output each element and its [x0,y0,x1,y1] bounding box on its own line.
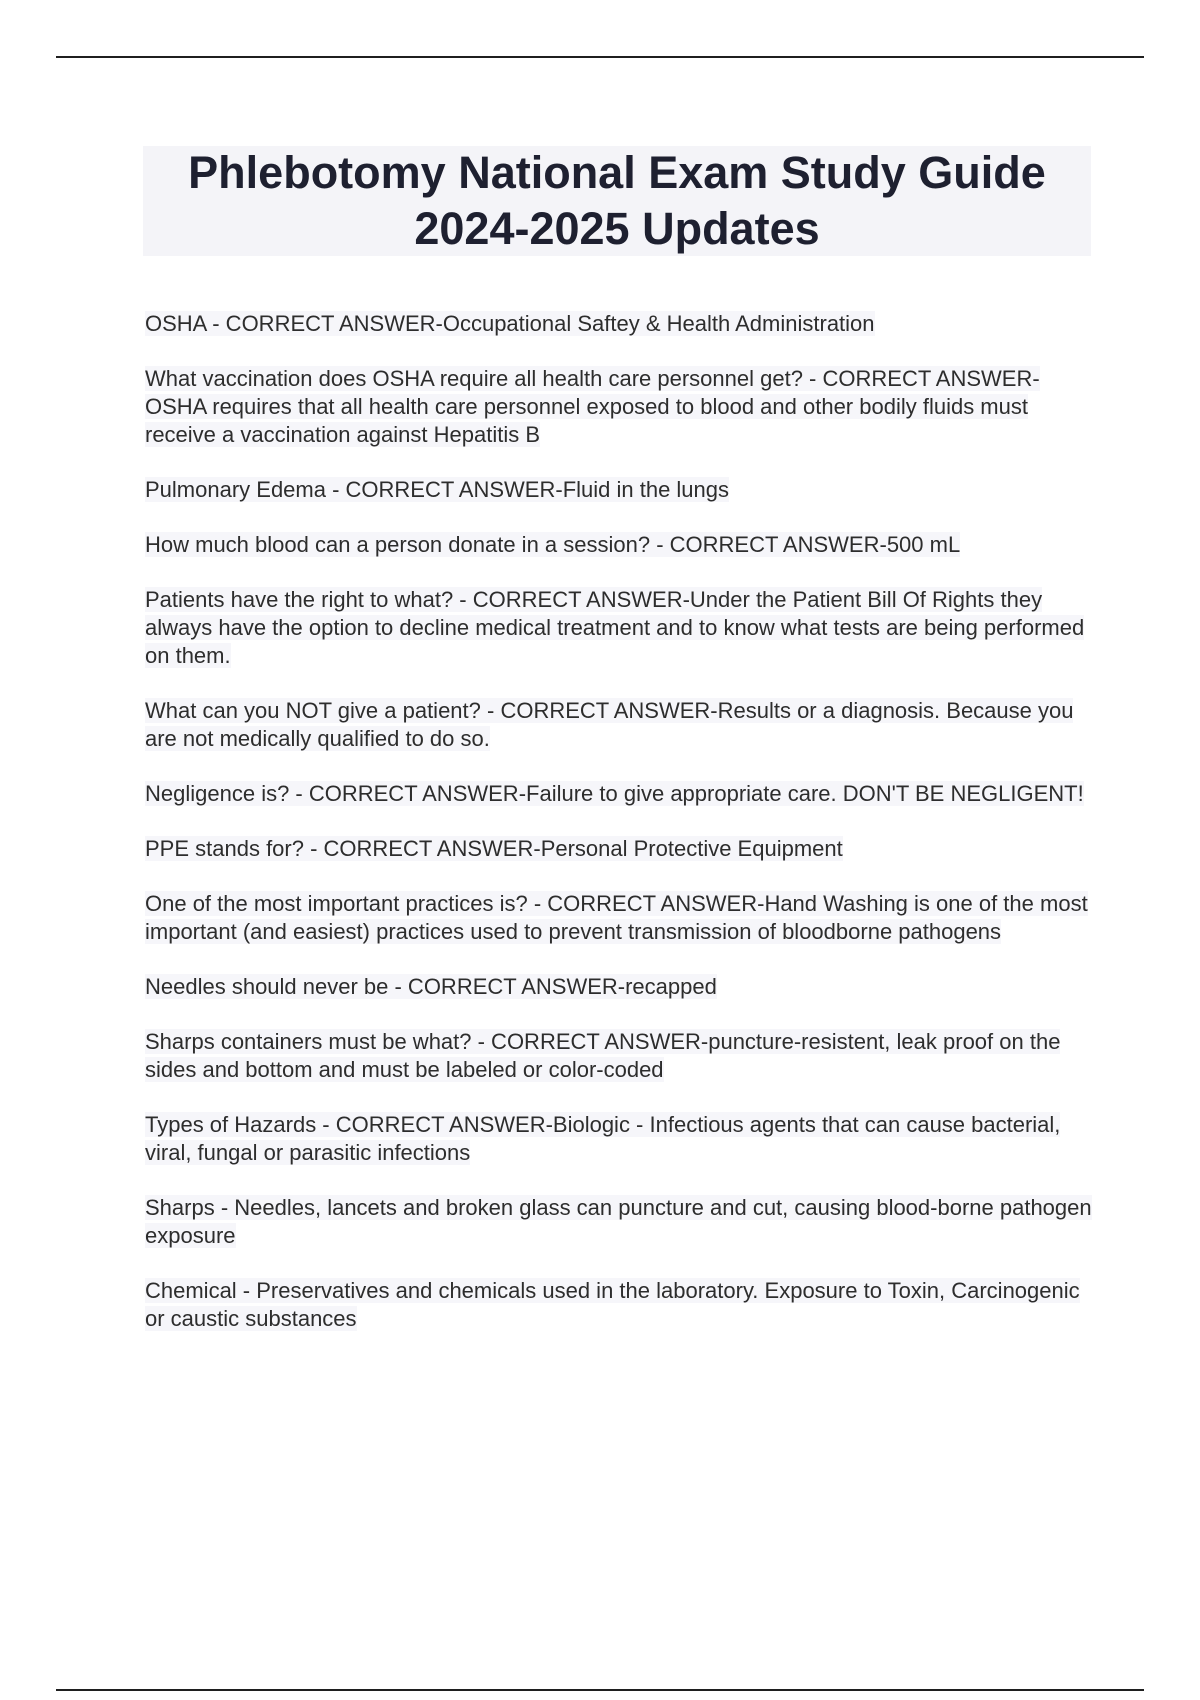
qa-item-text: Types of Hazards - CORRECT ANSWER-Biologic - Infectious agents that can cause bacterial, viral, fungal or parasitic infections [145,1112,1061,1165]
qa-item-text: Needles should never be - CORRECT ANSWER-recapped [145,974,717,999]
qa-item-text: How much blood can a person donate in a session? - CORRECT ANSWER-500 mL [145,532,961,557]
qa-item [145,1028,1095,1084]
qa-item [145,1111,1095,1167]
top-rule [56,56,1144,58]
qa-item-text: Sharps - Needles, lancets and broken glass can puncture and cut, causing blood-borne pathogen exposure [145,1195,1092,1248]
title-line-2: 2024-2025 Updates [414,203,820,254]
qa-item-text: PPE stands for? - CORRECT ANSWER-Personal Protective Equipment [145,836,843,861]
qa-list [145,310,1095,1360]
qa-item-text: Negligence is? - CORRECT ANSWER-Failure to give appropriate care. DON'T BE NEGLIGENT! [145,781,1084,806]
qa-item [145,973,1095,1001]
qa-item [145,1277,1095,1333]
qa-item-text: Pulmonary Edema - CORRECT ANSWER-Fluid in the lungs [145,477,730,502]
qa-item [145,890,1095,946]
qa-item [145,586,1095,670]
qa-item-text: What can you NOT give a patient? - CORRECT ANSWER-Results or a diagnosis. Because you are not medically qualified to do so. [145,698,1074,751]
qa-item [145,835,1095,863]
qa-item-text: Chemical - Preservatives and chemicals used in the laboratory. Exposure to Toxin, Carcinogenic or caustic substances [145,1278,1080,1331]
qa-item [145,476,1095,504]
qa-item [145,780,1095,808]
qa-item-text: One of the most important practices is? - CORRECT ANSWER-Hand Washing is one of the most important (and easiest) practices used to prevent transmission of bloodborne pathogens [145,891,1088,944]
qa-item-text: What vaccination does OSHA require all health care personnel get? - CORRECT ANSWER-OSHA requires that all health care personnel exposed to blood and other bodily fluids must receive a vaccination against Hepatitis B [145,366,1040,447]
bottom-rule [56,1689,1144,1691]
qa-item [145,531,1095,559]
qa-item [145,1194,1095,1250]
document-title [143,146,1091,256]
qa-item [145,697,1095,753]
qa-item-text: OSHA - CORRECT ANSWER-Occupational Saftey & Health Administration [145,311,875,336]
title-line-1: Phlebotomy National Exam Study Guide [188,147,1046,198]
qa-item [145,365,1095,449]
qa-item-text: Patients have the right to what? - CORRECT ANSWER-Under the Patient Bill Of Rights they always have the option to decline medical treatment and to know what tests are being performed on them. [145,587,1085,668]
qa-item-text: Sharps containers must be what? - CORRECT ANSWER-puncture-resistent, leak proof on the sides and bottom and must be labeled or color-coded [145,1029,1061,1082]
qa-item [145,310,1095,338]
